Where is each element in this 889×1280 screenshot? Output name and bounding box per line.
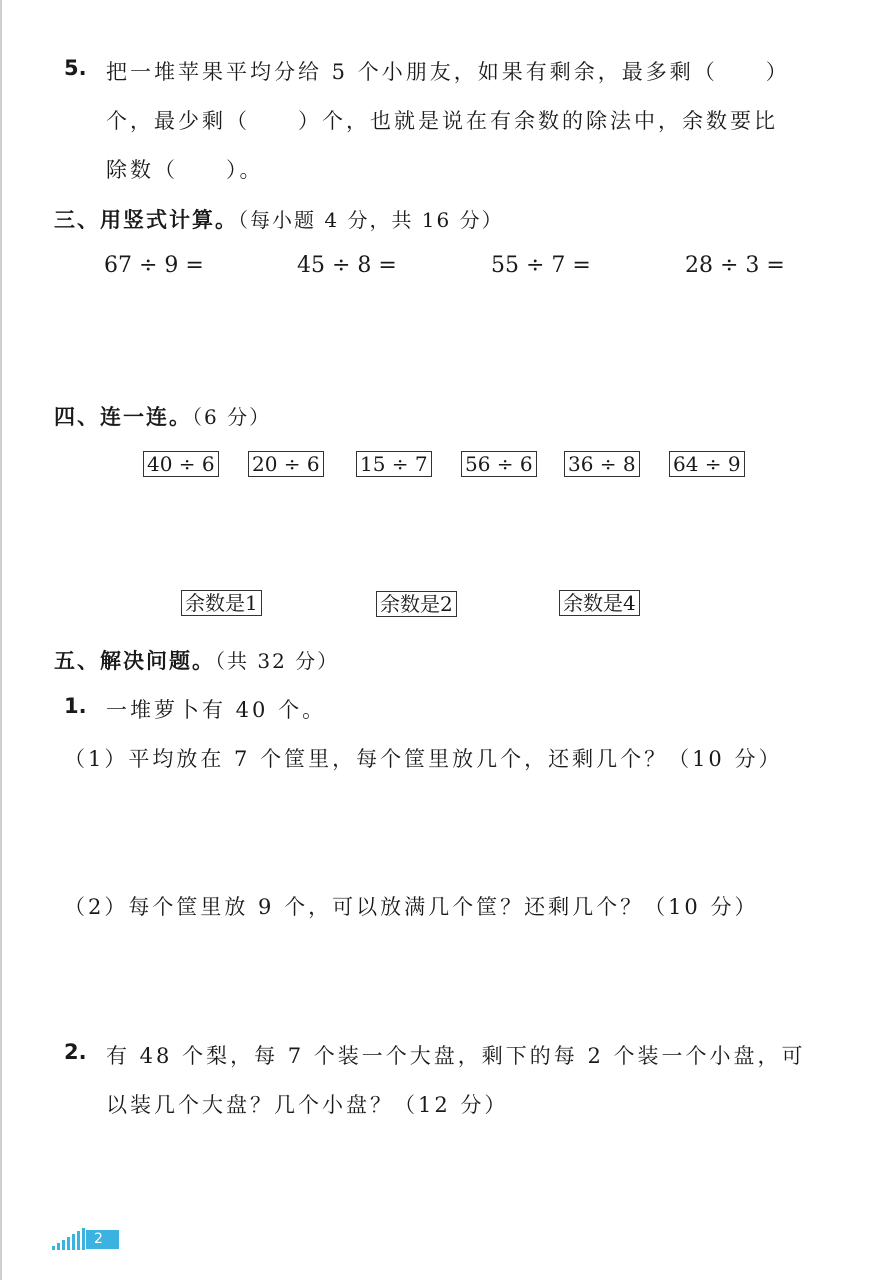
problem-1-sub-1: （1）平均放在 7 个筐里，每个筐里放几个，还剩几个？（10 分）: [64, 747, 783, 771]
calc-item-4: 28 ÷ 3 =: [685, 253, 785, 278]
expression-box-1[interactable]: 40 ÷ 6: [143, 451, 219, 477]
calc-item-2: 45 ÷ 8 =: [297, 253, 397, 278]
calc-item-3: 55 ÷ 7 =: [491, 253, 591, 278]
section-4-score-note: （6 分）: [192, 405, 272, 429]
section-5-header: [54, 645, 339, 675]
section-5-score-note: （共 32 分）: [215, 649, 340, 673]
expression-box-5[interactable]: 36 ÷ 8: [564, 451, 640, 477]
q5-line-1: 把一堆苹果平均分给 5 个小朋友，如果有剩余，最多剩（ ）: [106, 60, 790, 84]
problem-2-line-2: 以装几个大盘？几个小盘？（12 分）: [106, 1093, 509, 1117]
section-3-header: [54, 204, 504, 234]
problem-2-line-1: 有 48 个梨，每 7 个装一个大盘，剩下的每 2 个装一个小盘，可: [106, 1044, 806, 1068]
section-3-title: 三、用竖式计算。: [54, 208, 238, 232]
calc-item-1: 67 ÷ 9 =: [104, 253, 204, 278]
section-4-header: [54, 401, 271, 431]
section-4-title: 四、连一连。: [54, 405, 192, 429]
remainder-box-3[interactable]: 余数是4: [559, 590, 640, 616]
page-number: 2: [86, 1230, 119, 1249]
page-edge: [0, 0, 2, 1280]
q5-line-3: 除数（ ）。: [106, 158, 264, 182]
problem-1-text: 一堆萝卜有 40 个。: [106, 698, 327, 722]
expression-box-4[interactable]: 56 ÷ 6: [461, 451, 537, 477]
remainder-box-2[interactable]: 余数是2: [376, 591, 457, 617]
remainder-box-1[interactable]: 余数是1: [181, 590, 262, 616]
section-5-title: 五、解决问题。: [54, 649, 215, 673]
problem-1-sub-2: （2）每个筐里放 9 个，可以放满几个筐？还剩几个？（10 分）: [64, 895, 759, 919]
section-3-score-note: （每小题 4 分，共 16 分）: [238, 208, 504, 232]
problem-2-number: 2.: [64, 1040, 87, 1064]
q5-number: 5.: [64, 56, 87, 80]
expression-box-3[interactable]: 15 ÷ 7: [356, 451, 432, 477]
q5-line-2: 个，最少剩（ ）个，也就是说在有余数的除法中，余数要比: [106, 109, 778, 133]
expression-box-6[interactable]: 64 ÷ 9: [669, 451, 745, 477]
expression-box-2[interactable]: 20 ÷ 6: [248, 451, 324, 477]
problem-1-number: 1.: [64, 694, 87, 718]
